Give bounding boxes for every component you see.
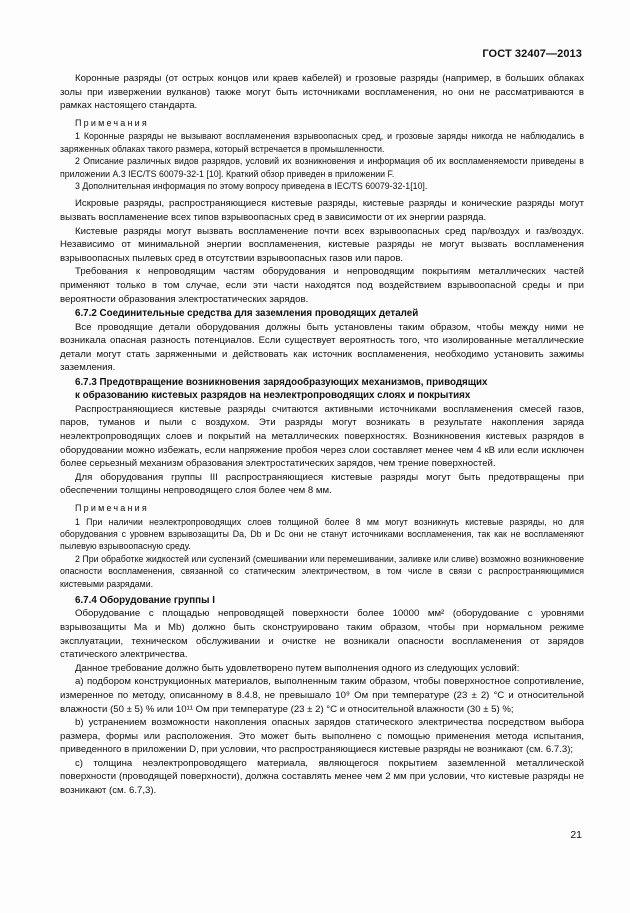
notes-title: Примечания [75,502,149,513]
paragraph: Оборудование с площадью непроводящей поверхности более 10000 мм² (оборудование с уровнями взрывозащиты Ма и Mb) должно быть сконструировано таким образом, чтобы при нормальном режиме эксплуатации, техническом обслуживании и очистке не возникали опасности воспламенения от зарядов статического электричества. [60,608,584,661]
paragraph: Искровые разряды, распространяющиеся кистевые разряды, кистевые разряды и конические разряды могут вызвать воспламенение всех типов взрывоопасных сред в зависимости от их энергии разряда. [60,198,584,223]
note-item: 2 Описание различных видов разрядов, условий их возникновения и информация об их воспламеняемости приведены в приложении А.3 IEC/TS 60079-32-1 [10]. Краткий обзор приведен в приложении F. [60,156,584,179]
paragraph: Требования к непроводящим частям оборудования и непроводящим покрытиям металлических частей применяют только в том случае, если эти части находятся под воздействием взрывоопасной среды и при вероятности образования электростатических зарядов. [60,266,584,305]
note-item: 3 Дополнительная информация по этому вопросу приведена в IEC/TS 60079-32-1[10]. [75,181,428,191]
list-item: а) подбором конструкционных материалов, выполненным таким образом, чтобы поверхностное сопротивление, измеренное по методу, описанному в 8.4.8, не превышало 10⁹ Ом при температуре (23 ± 2) °С и относительной влажности (50 ± 5) % или 10¹¹ Ом при температуре (23 ± 2) °С и относительной влажности (30 ± 5) %; [60,676,584,715]
paragraph: Для оборудования группы III распространяющиеся кистевые разряды могут быть предотвращены при обеспечении толщины непроводящего слоя более чем 8 мм. [60,471,584,497]
page-number: 21 [570,829,582,841]
list-item: b) устранением возможности накопления опасных зарядов статического электричества посредством выбора размера, формы или расположения. Это может быть выполнено с помощью применения метода испытания, приведенного в приложении D, при условии, что распространяющиеся кистевые разряды не возникают (см. 6.7.3); [60,717,584,756]
paragraph: Все проводящие детали оборудования должны быть установлены таким образом, чтобы между ними не возникала опасная разность потенциалов. Если существует вероятность того, что изолированные металлические детали могут стать заряженными и действовать как источник воспламенения, необходимо установить зажимы заземления. [60,321,584,374]
paragraph: Распространяющиеся кистевые разряды считаются активными источниками воспламенения смесей газов, паров, туманов и пыли с воздухом. Эти разряды могут возникать в результате накопления заряда неэлектропроводящих слоев и покрытий на металлических поверхностях. Возникновения кистевых разрядов в оборудовании можно избежать, если напряжение пробоя через слои составляет менее чем 4 кВ или если исключен более серьезный механизм образования электростатических зарядов, чем трение поверхностей. [60,403,584,470]
section-heading: 6.7.4 Оборудование группы I [75,594,215,606]
paragraph: Кистевые разряды могут вызвать воспламенение почти всех взрывоопасных сред пар/воздух и газ/воздух. Независимо от минимальной энергии воспламенения, кистевые разряды не могут вызвать воспламенения взрывоопасных пылевых сред в отсутствии взрывоопасных газов или паров. [60,225,584,264]
section-heading: 6.7.3 Предотвращение возникновения зарядообразующих механизмов, приводящих [75,376,488,388]
section-heading: 6.7.2 Соединительные средства для заземления проводящих деталей [75,308,419,320]
paragraph: Коронные разряды (от острых концов или краев кабелей) и грозовые разряды (например, в больших облаках золы при извержении вулканов) также могут быть источниками воспламенения, но они не рассматриваются в рамках настоящего стандарта. [60,73,584,112]
note-item: 1 При наличии неэлектропроводящих слоев толщиной более 8 мм могут возникнуть кистевые разряды, но для оборудования с уровнем взрывозащиты Da, Db и Dc они не станут источниками воспламенения, так как не воспламеняют пылевую взрывоопасную среду. [60,516,584,552]
document-id: ГОСТ 32407—2013 [482,48,582,60]
note-item: 2 При обработке жидкостей или суспензий (смешивании или перемешивании, заливке или сливе) возможно возникновение опасности воспламенения, связанной со статическим электричеством, в том числе в связи с распространяющимися кистевыми разрядами. [60,553,584,589]
notes-title: Примечания [75,117,149,128]
page-content [60,72,584,798]
paragraph: Данное требование должно быть удовлетворено путем выполнения одного из следующих условий: [75,662,520,674]
section-heading-continuation: к образованию кистевых разрядов на неэлектропроводящих слоях и покрытиях [75,390,471,402]
list-item: c) толщина неэлектропроводящего материала, являющегося покрытием заземленной металлической поверхности (проводящей поверхности), должна составлять менее чем 2 мм при условии, что кистевые разряды не возникают (см. 6.7,3). [60,757,584,797]
note-item: 1 Коронные разряды не вызывают воспламенения взрывоопасных сред, и грозовые заряды никогда не наблюдались в заряженных облаках такого размера, который встречается в промышленности. [60,131,584,154]
